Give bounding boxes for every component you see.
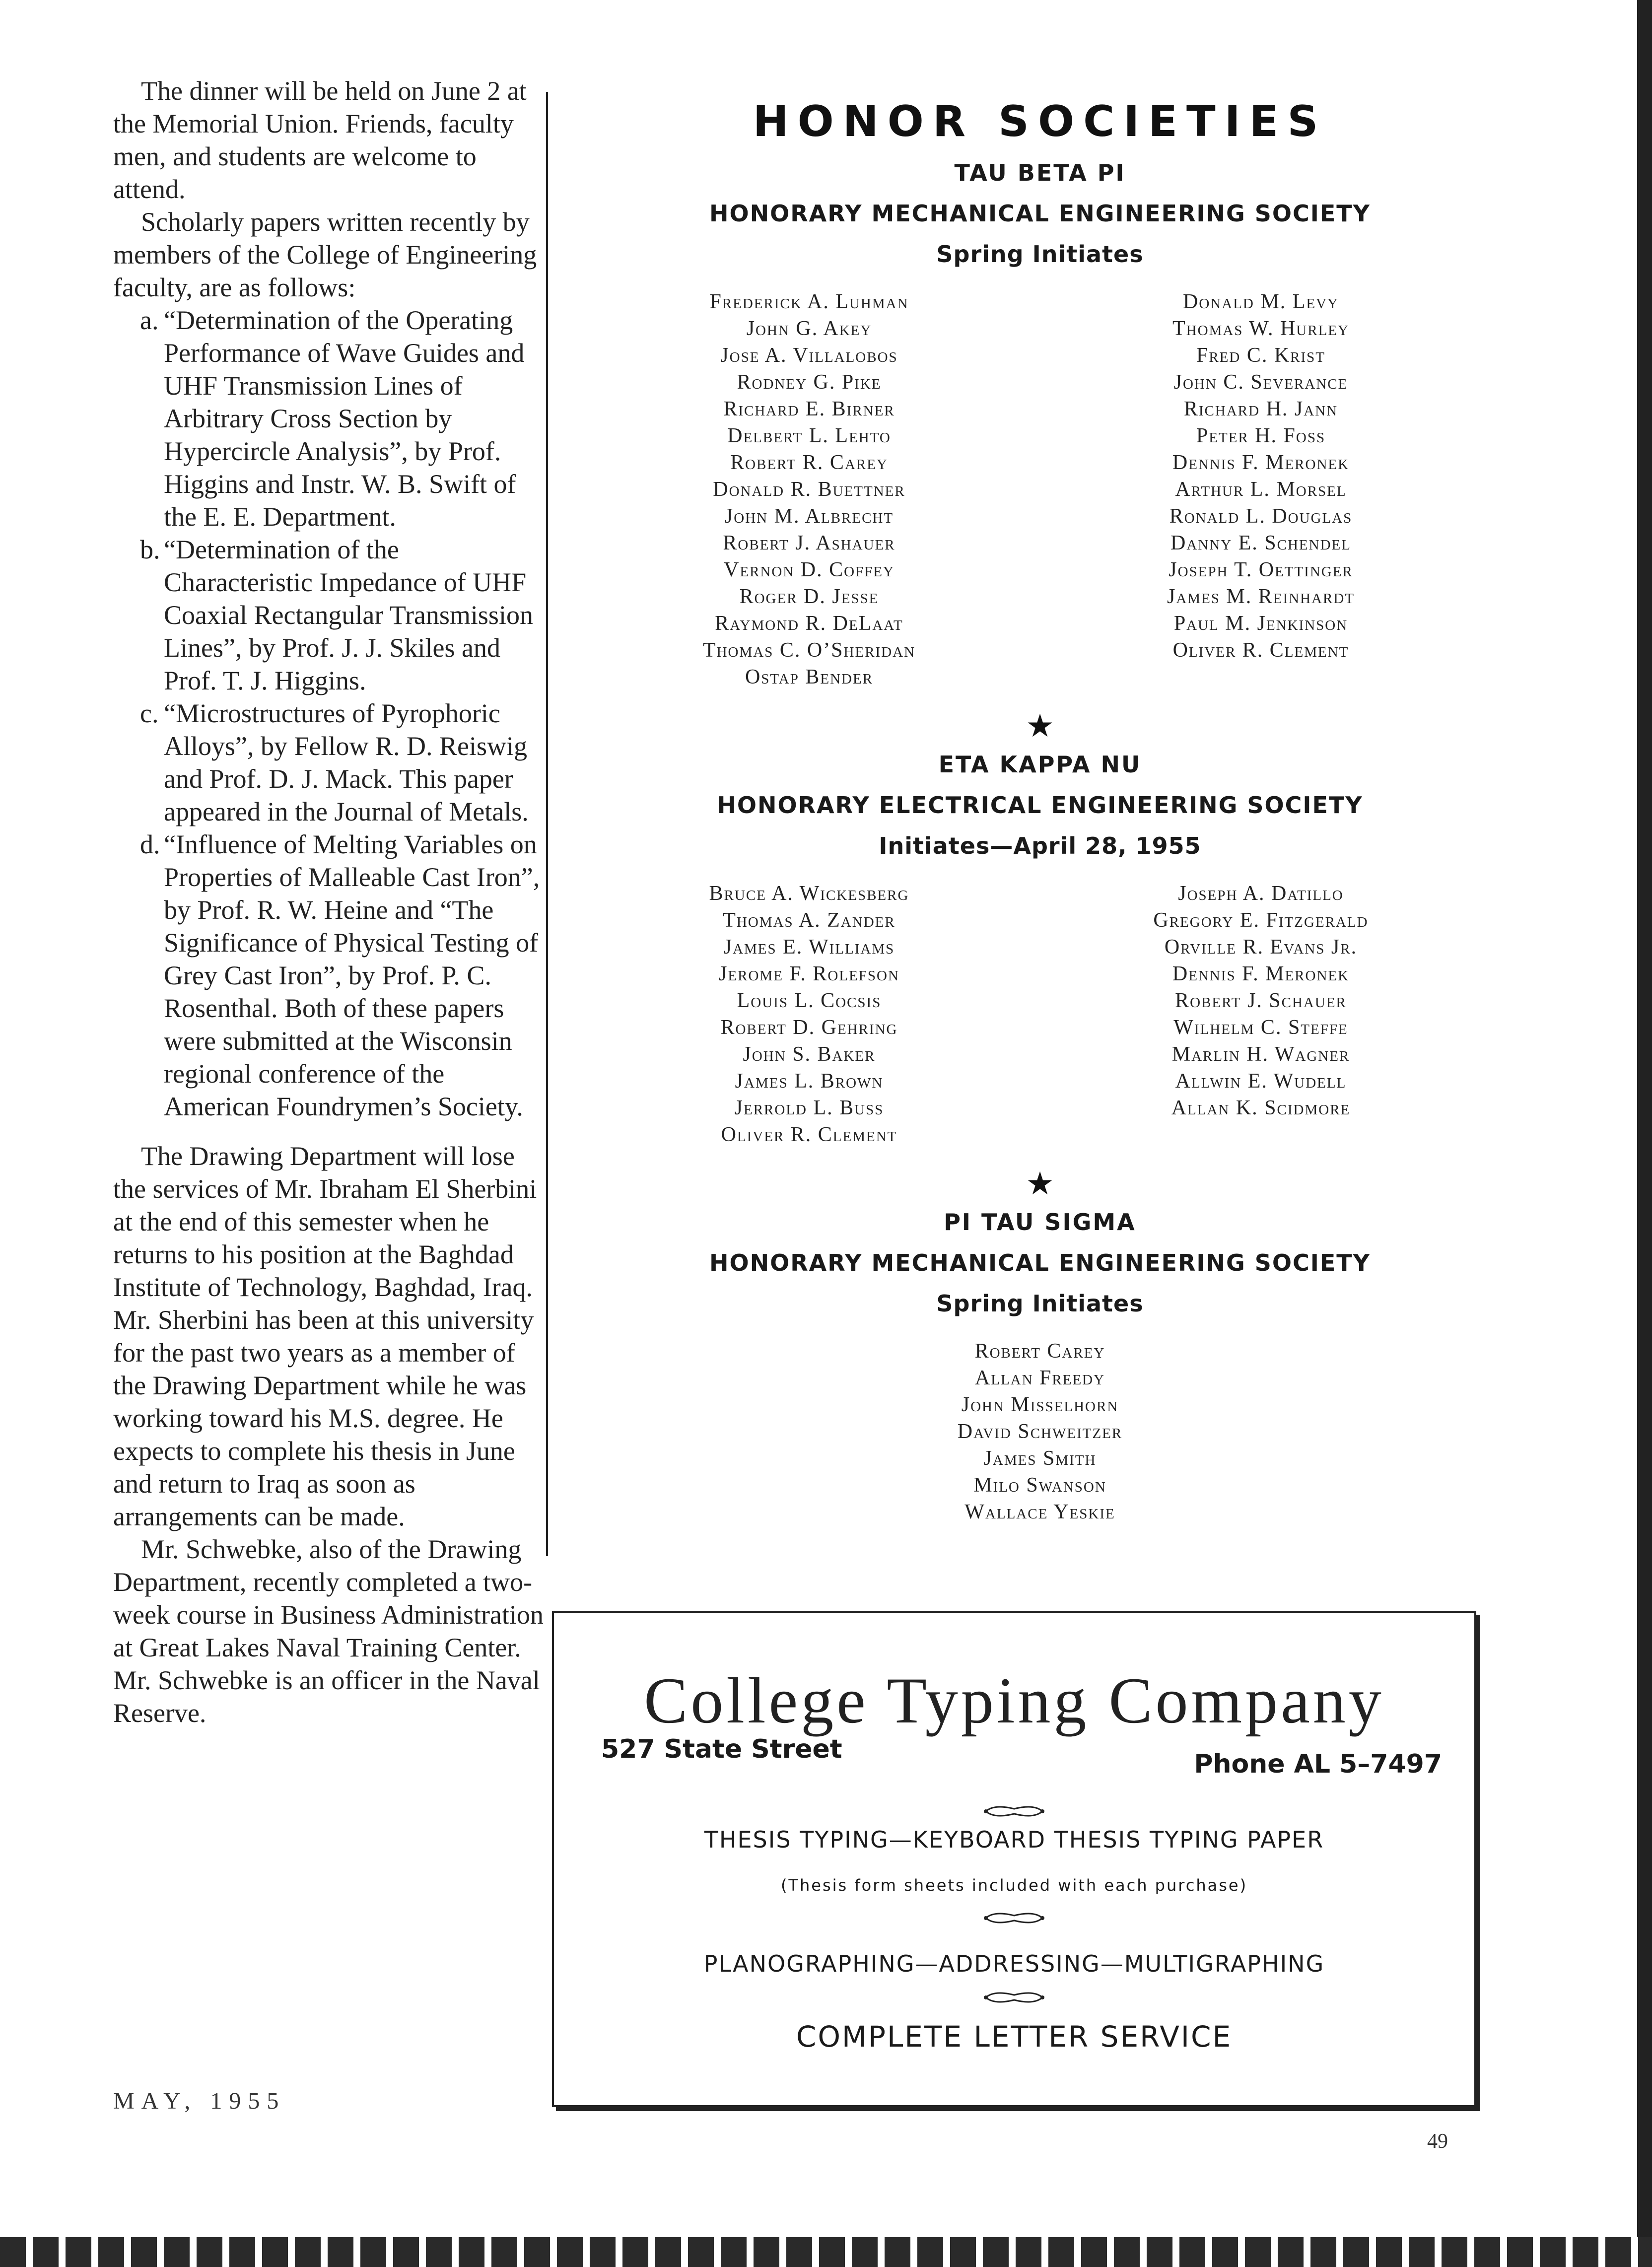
society-initiation-date: Spring Initiates xyxy=(936,1290,1144,1317)
member-list-right xyxy=(1052,288,1469,690)
member-columns xyxy=(601,288,1469,690)
member-columns xyxy=(601,880,1469,1148)
member-name: Roger D. Jesse xyxy=(739,585,879,608)
ad-services-line: THESIS TYPING—KEYBOARD THESIS TYPING PAPER xyxy=(704,1826,1324,1853)
member-name: Dennis F. Meronek xyxy=(1172,451,1350,474)
society-subtitle: HONORARY MECHANICAL ENGINEERING SOCIETY xyxy=(709,1249,1371,1276)
page-title: HONOR SOCIETIES xyxy=(753,97,1327,146)
paper-item xyxy=(118,697,550,828)
member-name: John G. Akey xyxy=(746,317,872,340)
member-name: Donald M. Levy xyxy=(1183,290,1339,313)
member-name: John S. Baker xyxy=(743,1043,876,1066)
member-list-right xyxy=(1052,880,1469,1148)
company-phone: Phone AL 5–7497 xyxy=(1194,1749,1442,1779)
ad-services-line-2: PLANOGRAPHING—ADDRESSING—MULTIGRAPHING xyxy=(703,1950,1325,1977)
paper-item xyxy=(118,304,550,533)
paper-marker: d. xyxy=(140,829,160,859)
member-name: James E. Williams xyxy=(723,936,895,959)
college-typing-advertisement xyxy=(552,1611,1476,2107)
paper-text: “Microstructures of Pyrophoric Alloys”, by Fellow R. D. Reiswig and Prof. D. J. Mack. This paper appeared in the Journal of Metals. xyxy=(164,698,529,826)
society-initiation-date: Spring Initiates xyxy=(936,241,1144,268)
paper-marker: c. xyxy=(140,698,159,728)
member-name: John Misselhorn xyxy=(961,1393,1119,1416)
ornament-icon xyxy=(554,1804,1474,1819)
member-list-left xyxy=(601,288,1018,690)
scan-edge-bar xyxy=(1637,0,1652,2267)
member-name: Frederick A. Luhman xyxy=(709,290,909,313)
member-name: Ronald L. Douglas xyxy=(1169,505,1353,528)
member-name: Robert Carey xyxy=(974,1340,1105,1363)
member-name: James L. Brown xyxy=(735,1070,884,1093)
member-name: Joseph T. Oettinger xyxy=(1169,558,1353,581)
member-name: Peter H. Foss xyxy=(1196,424,1326,447)
member-name: Donald R. Buettner xyxy=(713,478,905,501)
ad-tagline: COMPLETE LETTER SERVICE xyxy=(796,2020,1233,2054)
member-name: Rodney G. Pike xyxy=(737,371,882,394)
society-subtitle: HONORARY ELECTRICAL ENGINEERING SOCIETY xyxy=(717,792,1363,819)
paper-marker: b. xyxy=(140,535,160,564)
member-name: Danny E. Schendel xyxy=(1170,532,1351,554)
company-name: College Typing Company xyxy=(644,1664,1384,1737)
papers-list xyxy=(118,304,550,1123)
paper-text: “Determination of the Characteristic Impedance of UHF Coaxial Rectangular Transmission Lines”, by Prof. J. J. Skiles and Prof. T. J. Higgins. xyxy=(164,535,533,695)
member-name: James Smith xyxy=(983,1447,1097,1470)
society-initiation-date: Initiates—April 28, 1955 xyxy=(879,832,1201,859)
society-name: PI TAU SIGMA xyxy=(944,1209,1136,1236)
member-name: Oliver R. Clement xyxy=(1172,639,1349,662)
member-name: Paul M. Jenkinson xyxy=(1173,612,1348,635)
member-name: Jerome F. Rolefson xyxy=(719,962,899,985)
member-name: Thomas C. O’Sheridan xyxy=(702,639,916,662)
member-name: Wilhelm C. Steffe xyxy=(1173,1016,1348,1039)
member-name: Marlin H. Wagner xyxy=(1171,1043,1350,1066)
member-name: Jerrold L. Buss xyxy=(734,1097,884,1119)
member-name: Thomas W. Hurley xyxy=(1172,317,1349,340)
star-divider-icon: ★ xyxy=(1026,708,1054,744)
drawing-department-paragraph: The Drawing Department will lose the services of Mr. Ibraham El Sherbini at the end of this semester when he returns to his position at the Baghdad Institute of Technology, Baghdad, Iraq. Mr. Sherbini has been at this university for the past two years as a member of the Drawing Department while he was working toward his M.S. degree. He expects to complete his thesis in June and return to Iraq as soon as arrangements can be made. xyxy=(113,1141,537,1531)
column-divider xyxy=(546,92,548,1556)
member-list-left xyxy=(601,880,1018,1148)
society-pi-tau-sigma xyxy=(586,1209,1494,1525)
member-name: Jose A. Villalobos xyxy=(720,344,898,367)
scan-bottom-strip xyxy=(0,2237,1652,2267)
member-name: Oliver R. Clement xyxy=(721,1123,897,1146)
member-name: Dennis F. Meronek xyxy=(1172,962,1350,985)
member-name: James M. Reinhardt xyxy=(1167,585,1355,608)
ornament-icon xyxy=(554,1990,1474,2005)
star-divider-icon: ★ xyxy=(1026,1166,1054,1201)
page-number: 49 xyxy=(1427,2130,1448,2153)
member-name: Vernon D. Coffey xyxy=(724,558,895,581)
member-name: Delbert L. Lehto xyxy=(727,424,891,447)
member-name: Raymond R. DeLaat xyxy=(715,612,903,635)
member-name: David Schweitzer xyxy=(957,1420,1123,1443)
paper-item xyxy=(118,533,550,697)
ornament-icon xyxy=(554,1911,1474,1925)
dinner-paragraph: The dinner will be held on June 2 at the Memorial Union. Friends, faculty men, and students are welcome to attend. xyxy=(113,76,527,204)
member-name: Allan Freedy xyxy=(974,1367,1105,1389)
member-name: Gregory E. Fitzgerald xyxy=(1153,909,1369,932)
society-subtitle: HONORARY MECHANICAL ENGINEERING SOCIETY xyxy=(709,200,1371,227)
society-tau-beta-pi xyxy=(586,159,1494,690)
paper-marker: a. xyxy=(140,305,159,335)
member-name: Thomas A. Zander xyxy=(723,909,895,932)
society-eta-kappa-nu xyxy=(586,751,1494,1148)
member-name: Orville R. Evans Jr. xyxy=(1164,936,1358,959)
member-name: Fred C. Krist xyxy=(1196,344,1326,367)
left-article-column xyxy=(113,74,550,1729)
member-name: Robert D. Gehring xyxy=(720,1016,898,1039)
member-name: Allwin E. Wudell xyxy=(1175,1070,1347,1093)
society-name: ETA KAPPA NU xyxy=(938,751,1142,778)
member-name: Milo Swanson xyxy=(973,1474,1106,1497)
member-name: Robert J. Schauer xyxy=(1175,989,1347,1012)
member-name: Joseph A. Datillo xyxy=(1178,882,1344,905)
member-name: Bruce A. Wickesberg xyxy=(709,882,909,905)
ad-note: (Thesis form sheets included with each purchase) xyxy=(780,1876,1248,1895)
member-name: Robert J. Ashauer xyxy=(723,532,895,554)
society-name: TAU BETA PI xyxy=(954,159,1126,186)
member-name: Richard E. Birner xyxy=(723,398,895,420)
paper-text: “Influence of Melting Variables on Properties of Malleable Cast Iron”, by Prof. R. W. Heine and “The Significance of Physical Testing of Grey Cast Iron”, by Prof. P. C. Rosenthal. Both of these papers were submitted at the Wisconsin regional conference of the American Foundrymen’s Society. xyxy=(164,829,540,1121)
schwebke-paragraph: Mr. Schwebke, also of the Drawing Department, recently completed a two-week course in Business Administration at Great Lakes Naval Training Center. Mr. Schwebke is an officer in the Naval Reserve. xyxy=(113,1534,544,1728)
member-name: Ostap Bender xyxy=(745,666,874,688)
paper-item xyxy=(118,828,550,1123)
member-name: John C. Severance xyxy=(1173,371,1348,394)
member-name: Arthur L. Morsel xyxy=(1175,478,1347,501)
papers-intro-paragraph: Scholarly papers written recently by members of the College of Engineering faculty, are as follows: xyxy=(113,207,537,302)
issue-date: MAY, 1955 xyxy=(113,2088,286,2114)
paper-text: “Determination of the Operating Performance of Wave Guides and UHF Transmission Lines of Arbitrary Cross Section by Hypercircle Analysis”, by Prof. Higgins and Instr. W. B. Swift of the E. E. Department. xyxy=(164,305,525,532)
member-name: Wallace Yeskie xyxy=(964,1501,1115,1523)
company-address: 527 State Street xyxy=(601,1734,842,1764)
member-name: Richard H. Jann xyxy=(1183,398,1338,420)
member-list xyxy=(586,1338,1494,1525)
member-name: John M. Albrecht xyxy=(724,505,894,528)
honor-societies-section xyxy=(586,97,1494,1525)
member-name: Robert R. Carey xyxy=(730,451,888,474)
member-name: Allan K. Scidmore xyxy=(1171,1097,1351,1119)
member-name: Louis L. Cocsis xyxy=(737,989,882,1012)
